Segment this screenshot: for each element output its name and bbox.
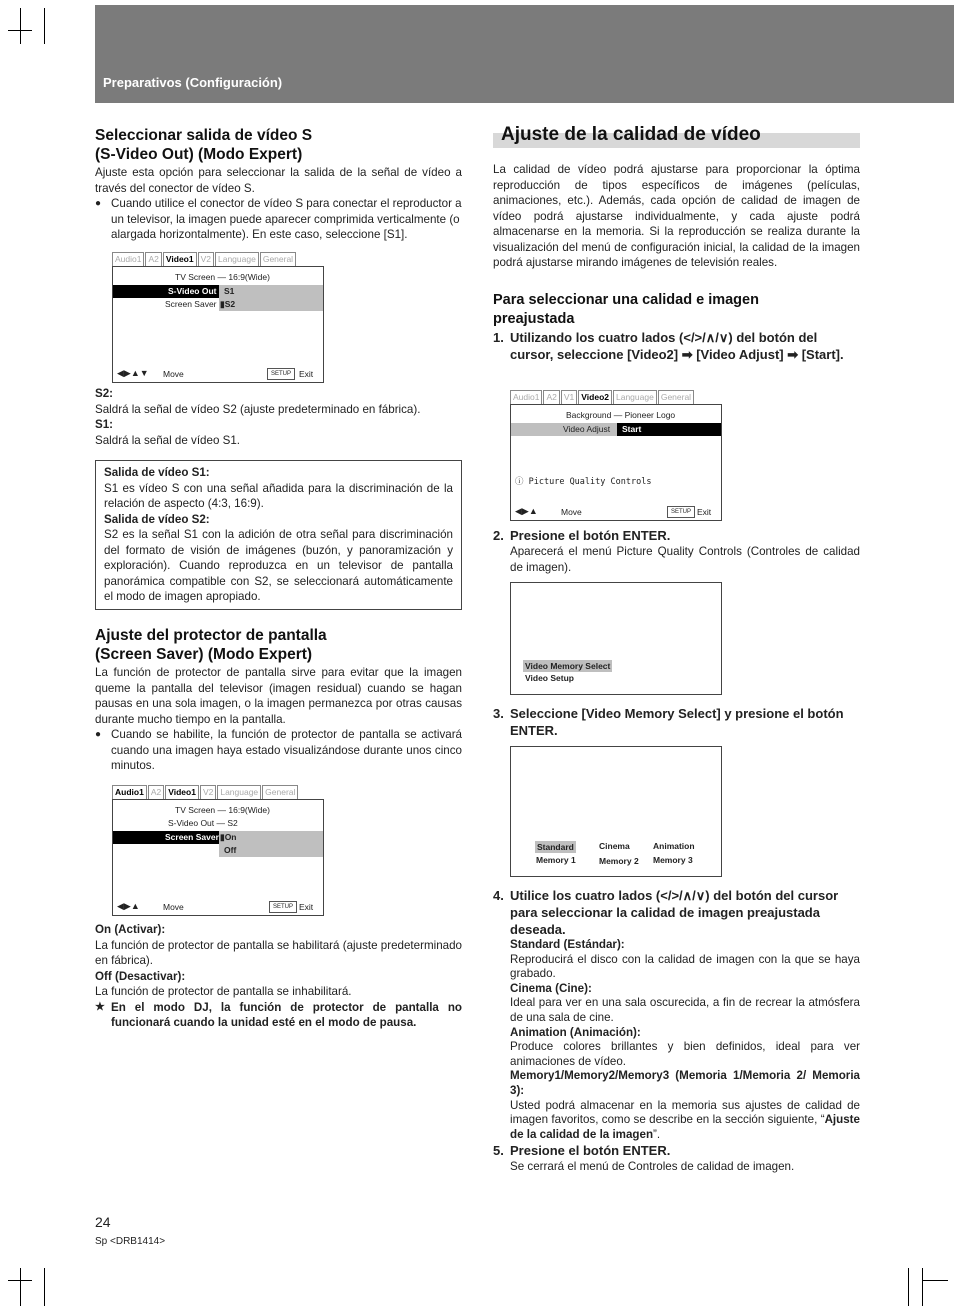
off-label: Off (Desactivar): — [95, 969, 186, 983]
note-s2-text: S2 es la señal S1 con la adición de otra señal para discriminación del formato de visión de imágenes (buzón, y panoramización y exploración). Cuando reproduzca en un televisor de pantalla panorámica compatible con S2, se seleccionará automáticamente el modo de imagen apropiado. — [104, 528, 453, 603]
tab-audio1: Audio1 — [112, 252, 144, 266]
tab-video1: Video1 — [165, 785, 199, 799]
screen-frame — [112, 266, 324, 383]
exit-label: Exit — [697, 507, 712, 517]
tab-v2: V2 — [198, 252, 214, 266]
move-label: Move — [163, 369, 184, 379]
menu-screen-saver: Screen Saver — [165, 832, 219, 842]
move-label: Move — [561, 507, 582, 517]
step-number: 5. — [493, 1143, 504, 1159]
setup-icon: SETUP — [267, 368, 295, 380]
screen-saver — [112, 785, 324, 915]
tab-video2: Video2 — [578, 390, 612, 404]
tab-language: Language — [217, 785, 261, 799]
tab-audio1: Audio1 — [112, 785, 147, 799]
step-number: 2. — [493, 528, 504, 543]
screen-tabs — [112, 252, 297, 266]
s2-text: Saldrá la señal de vídeo S2 (ajuste predeterminado en fábrica). — [95, 402, 421, 416]
memory-label: Memory1/Memory2/Memory3 (Memoria 1/Memoria 2/ Memoria 3): — [510, 1069, 860, 1097]
header-band — [95, 5, 954, 103]
menu-background: Background — Pioneer Logo — [566, 410, 676, 420]
tab-language: Language — [215, 252, 259, 266]
animation-text: Produce colores brillantes y bien definidos, ideal para ver animaciones de vídeo. — [510, 1040, 860, 1068]
arrows-icon: ◀▶▲▼ — [117, 368, 149, 378]
option-start: Start — [622, 424, 642, 434]
memory-text: Usted podrá almacenar en la memoria sus ajustes de calidad de imagen favoritos, como se describe en la sección siguiente, “Ajuste de la calidad de la imagen”. — [510, 1098, 860, 1141]
option-s1: S1 — [224, 286, 235, 296]
tab-audio1: Audio1 — [510, 390, 542, 404]
video-quality-heading — [493, 124, 860, 148]
setup-icon: SETUP — [269, 901, 297, 913]
step-5-desc: Se cerrará el menú de Controles de calidad de imagen. — [510, 1160, 795, 1174]
info-icon: ⓘ — [515, 477, 529, 487]
screen-frame — [112, 799, 324, 916]
menu-tv-screen: TV Screen — 16:9(Wide) — [175, 805, 270, 815]
step-1 — [493, 329, 860, 363]
saver-bullet — [95, 727, 462, 774]
option-memory-1: Memory 1 — [536, 855, 576, 865]
crop-mark — [908, 1268, 909, 1306]
tab-general: General — [260, 252, 296, 266]
option-animation: Animation — [653, 841, 695, 851]
note-s1-text: S1 es vídeo S con una señal añadida para la discriminación de la relación de aspecto (4:3, 16:9). — [104, 481, 453, 510]
tab-general: General — [262, 785, 298, 799]
step-2-desc: Aparecerá el menú Picture Quality Controls (Controles de calidad de imagen). — [510, 545, 860, 574]
menu-tv-screen: TV Screen — 16:9(Wide) — [175, 272, 270, 282]
menu-screen-saver: Screen Saver — [165, 299, 217, 309]
s1-text: Saldrá la señal de vídeo S1. — [95, 433, 241, 447]
screen-video-adjust — [510, 390, 722, 522]
move-label: Move — [163, 902, 184, 912]
tab-a2: A2 — [148, 785, 164, 799]
animation-label: Animation (Animación): — [510, 1025, 641, 1039]
info-line: ⓘ Picture Quality Controls — [515, 477, 652, 487]
star-icon: ★ — [95, 1000, 105, 1013]
arrows-icon: ◀▶▲ — [117, 901, 140, 911]
tab-general: General — [658, 390, 694, 404]
option-on: ▮On — [220, 832, 237, 842]
off-text: La función de protector de pantalla se inhabilitará. — [95, 985, 352, 998]
step-3 — [493, 705, 860, 739]
bullet-icon: ● — [95, 198, 102, 209]
on-label: On (Activar): — [95, 923, 166, 936]
saver-intro: La función de protector de pantalla sirve para evitar que la imagen queme la pantalla del televisor (imagen residual) cuando se hagan pausas en una sola imagen, o la imagen permanezca por otras causas durante mucho tiempo en la pantalla. — [95, 666, 462, 726]
dj-note-text: En el modo DJ, la función de protector de pantalla no funcionará cuando la unidad esté en el modo de pausa. — [111, 1000, 462, 1029]
video-quality-intro — [493, 162, 860, 271]
exit-label: Exit — [299, 902, 314, 912]
option-off: Off — [224, 845, 237, 855]
arrows-icon: ◀▶▲ — [515, 506, 538, 516]
preset-title-1: Para seleccionar una calidad e imagen — [493, 292, 759, 308]
tab-a2: A2 — [543, 390, 559, 404]
preset-descriptions — [493, 938, 860, 1142]
menu-video-setup: Video Setup — [525, 673, 574, 683]
note-s2-heading: Salida de vídeo S2: — [104, 512, 210, 526]
saver-section — [95, 626, 462, 774]
crop-mark — [44, 8, 45, 44]
preset-section — [493, 291, 860, 363]
setup-icon: SETUP — [667, 506, 695, 518]
menu-video-adjust: Video Adjust — [563, 424, 611, 434]
svideo-section — [95, 126, 462, 243]
screen-footer — [115, 368, 321, 380]
exit-label: Exit — [299, 369, 314, 379]
step-2-text: Presione el botón ENTER. — [510, 528, 671, 543]
option-standard: Standard — [537, 842, 574, 852]
screen-memory-select — [510, 746, 722, 877]
s2-label: S2: — [95, 387, 114, 400]
tab-language: Language — [613, 390, 657, 404]
saver-title-2: (Screen Saver) (Modo Expert) — [95, 646, 313, 663]
standard-label: Standard (Estándar): — [510, 938, 625, 951]
saver-title-1: Ajuste del protector de pantalla — [95, 627, 327, 644]
step-4-text: Utilice los cuatro lados (</>/∧/∨) del botón del cursor para seleccionar la calidad de imagen preajustada deseada. — [510, 888, 839, 937]
option-memory-3: Memory 3 — [653, 855, 693, 865]
step-2 — [493, 527, 860, 544]
screen-footer — [513, 506, 719, 518]
dj-note — [95, 1000, 462, 1031]
saver-bullet-text: Cuando se habilite, la función de protector de pantalla se activará cuando una imagen haya estado visualizándose durante unos cinco minutos. — [111, 728, 462, 772]
svideo-title-2: (S-Video Out) (Modo Expert) — [95, 146, 303, 163]
step-number: 1. — [493, 330, 504, 345]
step-5-text: Presione el botón ENTER. — [510, 1143, 671, 1159]
on-text: La función de protector de pantalla se habilitará (ajuste predeterminado en fábrica). — [95, 938, 462, 967]
doc-code: Sp <DRB1414> — [95, 1236, 166, 1247]
preset-title-2: preajustada — [493, 311, 575, 327]
menu-svideo-out: S-Video Out — S2 — [168, 818, 238, 828]
screen-tabs — [510, 390, 695, 404]
step-4 — [493, 887, 860, 938]
option-cinema: Cinema — [599, 841, 630, 851]
svideo-bullet-text: Cuando utilice el conector de vídeo S para conectar el reproductor a un televisor, la imagen puede aparecer comprimida verticalmente (o alargada horizontalmente). En este caso, seleccione [S1]. — [111, 197, 462, 241]
menu-svideo-out: S-Video Out — [168, 286, 217, 296]
crop-mark — [922, 1268, 923, 1306]
step-3-text: Seleccione [Video Memory Select] y presione el botón ENTER. — [510, 706, 844, 738]
memory-link: Ajuste de la calidad de la imagen — [510, 1113, 860, 1141]
step-3-block — [493, 705, 860, 739]
crop-mark — [922, 1280, 948, 1281]
tab-a2: A2 — [145, 252, 161, 266]
svideo-options — [95, 386, 462, 448]
crop-mark — [44, 1268, 45, 1306]
saver-options — [95, 922, 462, 1031]
cinema-label: Cinema (Cine): — [510, 981, 592, 995]
note-s1-heading: Salida de vídeo S1: — [104, 466, 210, 479]
screen-tabs — [112, 785, 299, 799]
page-title: Ajuste de la calidad de vídeo — [501, 124, 761, 145]
step-1-text: Utilizando los cuatro lados (</>/∧/∨) del botón del cursor, seleccione [Video2] ➡ [Video Adjust] ➡ [Start]. — [510, 330, 844, 362]
screen-picture-quality — [510, 582, 722, 695]
option-s2: ▮S2 — [220, 299, 236, 309]
menu-video-memory-select: Video Memory Select — [525, 661, 611, 671]
svideo-intro: Ajuste esta opción para seleccionar la salida de la señal de vídeo a través del conector de vídeo S. — [95, 166, 462, 195]
option-memory-2: Memory 2 — [599, 856, 639, 866]
page-number: 24 — [95, 1214, 111, 1230]
step-2-block — [493, 527, 860, 575]
screen-frame — [510, 404, 722, 521]
svideo-title-1: Seleccionar salida de vídeo S — [95, 127, 313, 144]
tab-video1: Video1 — [163, 252, 197, 266]
section-title: Preparativos (Configuración) — [103, 75, 283, 90]
step-number: 3. — [493, 706, 504, 721]
crop-mark — [20, 8, 21, 44]
step-5 — [493, 1142, 860, 1159]
screen-footer — [115, 901, 321, 913]
svideo-note-box — [95, 460, 462, 610]
svideo-bullet — [95, 196, 462, 243]
step-4-block — [493, 887, 860, 1175]
standard-text: Reproducirá el disco con la calidad de imagen con la que se haya grabado. — [510, 952, 860, 981]
screen-svideo — [112, 252, 324, 382]
tab-v1: V1 — [561, 390, 577, 404]
step-number: 4. — [493, 888, 504, 903]
intro-text: La calidad de vídeo podrá ajustarse para proporcionar la óptima reproducción de tipos específicos de imágenes (películas, animaciones, etc.). Además, cada opción de calidad de imagen de vídeo podrá ajustarse individualmente, y cada ajuste podrá almacenarse en la memoria. Si la reproducción se realiza durante la visualización del menú de configuración inicial, la calidad de la imagen podrá ajustarse mirando imágenes de televisión reales. — [493, 163, 860, 269]
crop-mark — [20, 1268, 21, 1306]
s1-label: S1: — [95, 418, 114, 431]
cinema-text: Ideal para ver en una sala oscurecida, a fin de recrear la atmósfera de una sala de cine. — [510, 996, 860, 1024]
bullet-icon: ● — [95, 729, 102, 740]
tab-v2: V2 — [200, 785, 216, 799]
